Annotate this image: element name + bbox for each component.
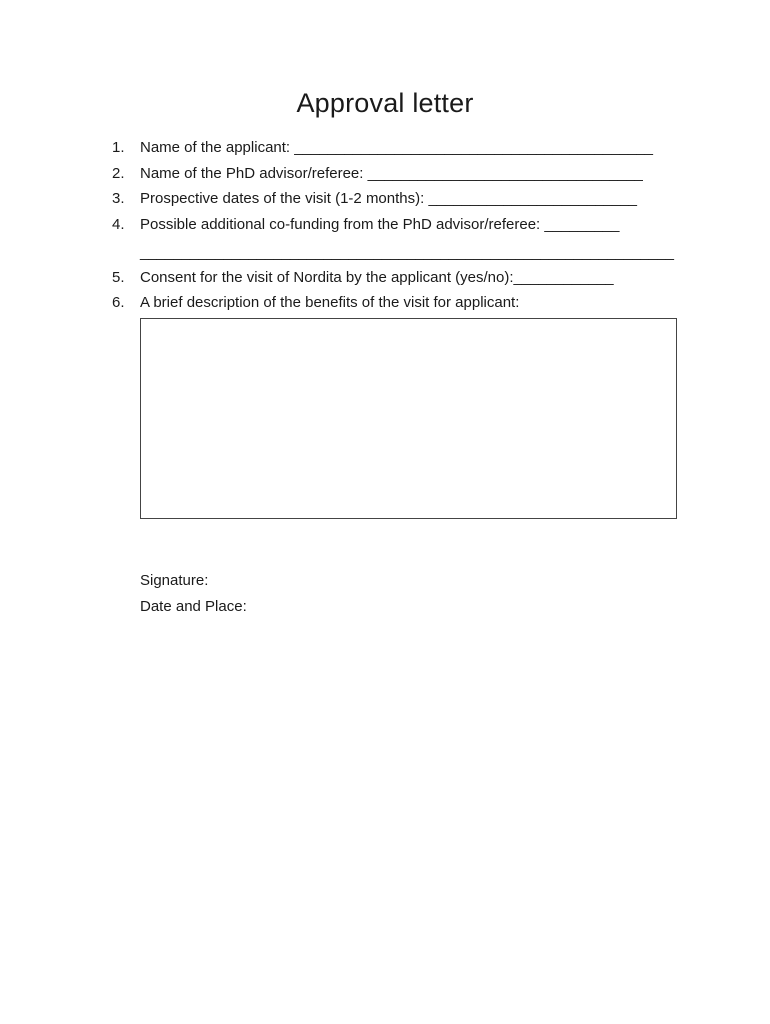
list-number: 6. [112, 294, 125, 311]
list-item-visit-dates[interactable] [112, 189, 692, 209]
list-item-benefits-description [112, 293, 692, 313]
list-number: 1. [112, 139, 125, 156]
list-item-text: Prospective dates of the visit (1-2 months): _________________________ [140, 190, 638, 207]
list-number: 5. [112, 269, 125, 286]
list-item-text: Consent for the visit of Nordita by the applicant (yes/no):____________ [140, 269, 614, 286]
list-item-co-funding[interactable] [112, 215, 692, 235]
benefits-description-box[interactable] [140, 318, 677, 519]
page-title: Approval letter [296, 88, 474, 118]
signature-label: Signature: [140, 572, 209, 589]
list-item-applicant-name[interactable] [112, 138, 692, 158]
list-item-text: A brief description of the benefits of the visit for applicant: [140, 294, 520, 311]
list-item-text: Possible additional co-funding from the PhD advisor/referee: _________ [140, 216, 620, 233]
list-number: 3. [112, 190, 125, 207]
list-item-advisor-name[interactable] [112, 164, 692, 184]
list-item-text: Name of the applicant: ___________________________________________ [140, 139, 653, 156]
list-number: 4. [112, 216, 125, 233]
list-item-consent[interactable] [112, 268, 692, 288]
date-place-label: Date and Place: [140, 598, 247, 615]
co-funding-continuation-line[interactable]: ________________________________________________________________ [140, 244, 674, 261]
list-number: 2. [112, 165, 125, 182]
list-item-text: Name of the PhD advisor/referee: _________________________________ [140, 165, 643, 182]
